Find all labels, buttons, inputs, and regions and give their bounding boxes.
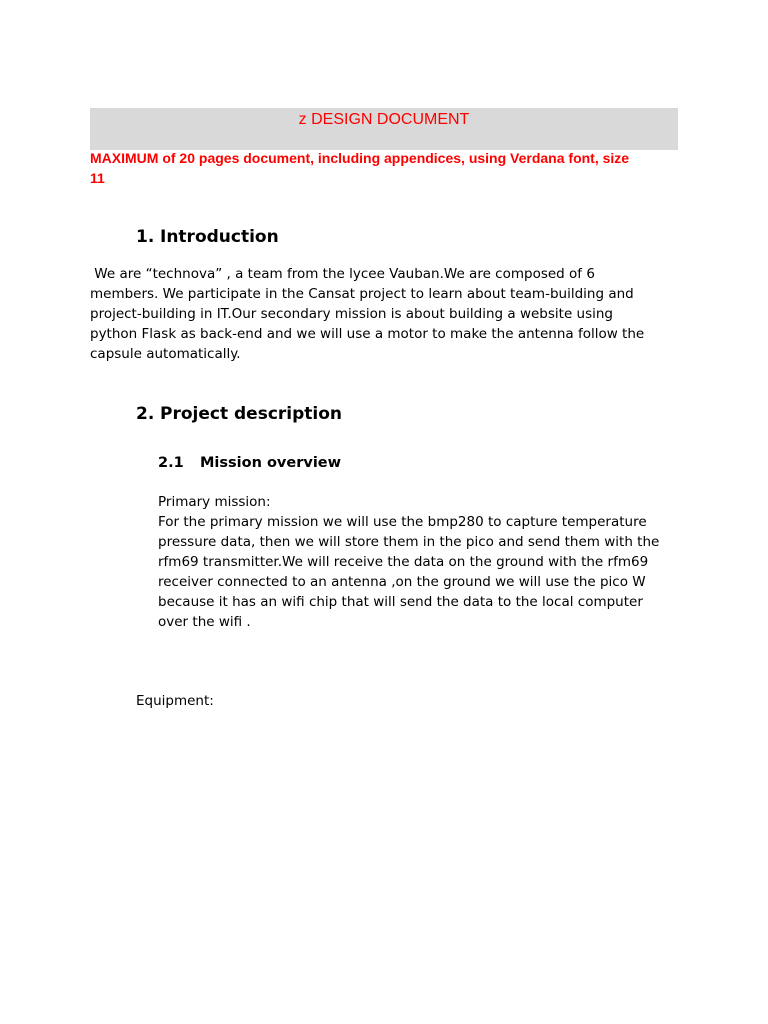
section-heading-project-description [136, 403, 342, 425]
document-title: z DESIGN DOCUMENT [298, 111, 470, 128]
paragraph-line: project-building in IT.Our secondary mission is about building a website using [90, 306, 614, 322]
warning-line: 11 [90, 170, 105, 186]
section-title: Project description [160, 404, 343, 424]
subsection-number: 2.1 [158, 455, 184, 471]
section-title: Introduction [160, 227, 279, 247]
paragraph-line: members. We participate in the Cansat project to learn about team-building and [90, 286, 634, 302]
section-number: 1. [136, 227, 155, 247]
primary-mission-label: Primary mission: [158, 494, 271, 510]
equipment-label: Equipment: [136, 693, 214, 709]
subsection-heading-mission-overview [158, 453, 341, 473]
subsection-title: Mission overview [200, 455, 342, 471]
paragraph-line: receiver connected to an antenna ,on the ground we will use the pico W [158, 574, 646, 590]
warning-line: MAXIMUM of 20 pages document, including appendices, using Verdana font, size [90, 150, 630, 166]
section-number: 2. [136, 404, 155, 424]
introduction-paragraph [90, 264, 644, 364]
paragraph-line: For the primary mission we will use the bmp280 to capture temperature [158, 514, 647, 530]
paragraph-line: capsule automatically. [90, 346, 241, 362]
section-heading-introduction [136, 226, 279, 248]
title-banner [90, 108, 678, 150]
paragraph-line: python Flask as back-end and we will use a motor to make the antenna follow the [90, 326, 645, 342]
page-limit-warning [90, 148, 690, 188]
paragraph-line: because it has an wifi chip that will send the data to the local computer [158, 594, 643, 610]
paragraph-line: rfm69 transmitter.We will receive the data on the ground with the rfm69 [158, 554, 649, 570]
paragraph-line: We are “technova” , a team from the lycee Vauban.We are composed of 6 [90, 266, 595, 282]
paragraph-line: pressure data, then we will store them in the pico and send them with the [158, 534, 660, 550]
mission-overview-paragraph [158, 492, 659, 632]
paragraph-line: over the wifi . [158, 614, 251, 630]
